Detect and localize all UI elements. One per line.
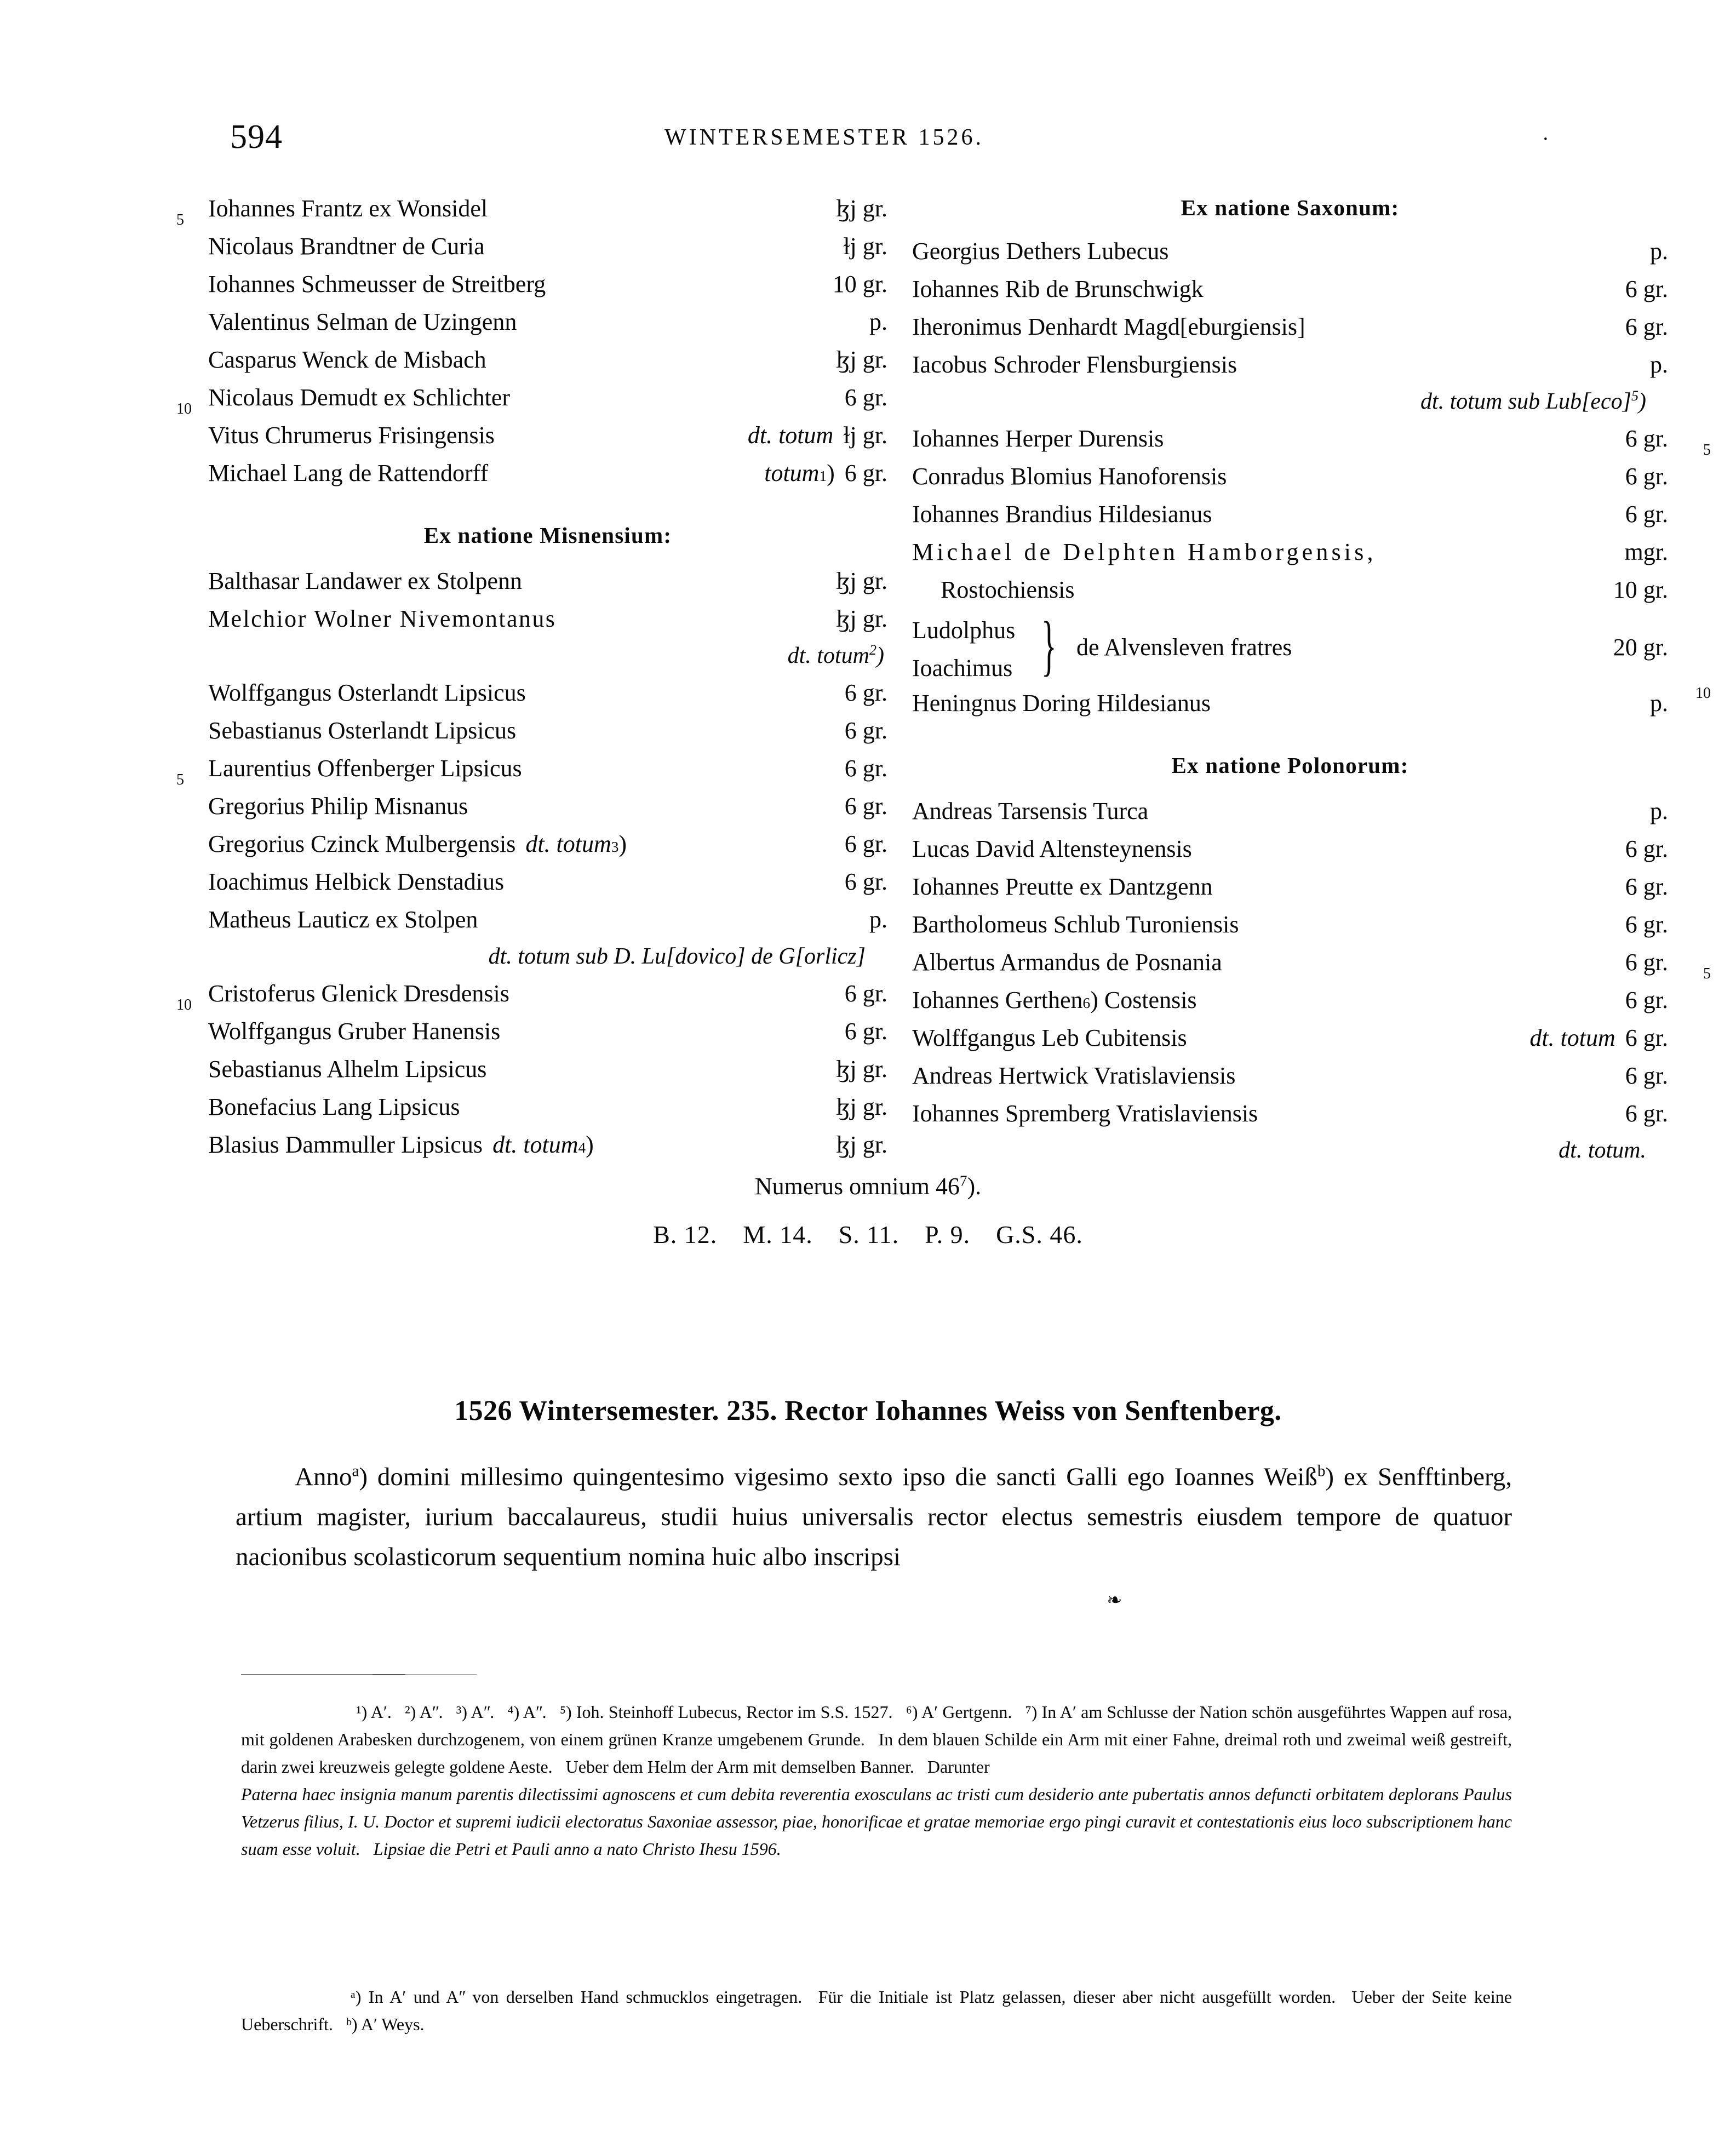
fee-amount: 6 gr. — [1625, 463, 1668, 490]
list-item — [208, 868, 887, 906]
student-name: Balthasar Landawer ex Stolpenn — [208, 568, 523, 594]
note-close-paren: ) — [618, 830, 627, 857]
student-name: Iohannes Rib de Brunschwigk — [912, 276, 1204, 302]
student-name: Gregorius Czinck Mulbergensis — [208, 830, 516, 857]
student-name: Wolffgangus Gruber Hanensis — [208, 1018, 501, 1045]
list-item — [208, 567, 887, 605]
fee-amount: 10 gr. — [1613, 576, 1668, 603]
fee-amount: 6 gr. — [1625, 1062, 1668, 1089]
student-name: Andreas Tarsensis Turca — [912, 798, 1149, 824]
list-item — [208, 1093, 887, 1131]
student-name: Ludolphus — [912, 617, 1016, 644]
fee-amount: 6 gr. — [1625, 987, 1668, 1013]
student-name: Bartholomeus Schlub Turoniensis — [912, 911, 1239, 938]
student-name: Iohannes Herper Durensis — [912, 425, 1164, 452]
list-item — [912, 275, 1668, 313]
paragraph-text — [236, 1457, 1512, 1577]
student-name: Albertus Armandus de Posnania — [912, 949, 1222, 976]
brace-description: de Alvensleven fratres — [1076, 634, 1292, 661]
student-name: Vitus Chrumerus Frisingensis — [208, 422, 495, 449]
line-number: 5 — [176, 771, 184, 788]
student-name: Laurentius Offenberger Lipsicus — [208, 755, 522, 782]
line-number: 10 — [1695, 685, 1711, 702]
student-name: Sebastianus Alhelm Lipsicus — [208, 1056, 487, 1082]
fee-amount: 6 gr. — [1625, 911, 1668, 938]
student-name: Iohannes Frantz ex Wonsidel — [208, 195, 488, 222]
footnote-rule-secondary — [373, 1674, 477, 1675]
list-item — [912, 1024, 1668, 1062]
footnote-numbered: ¹) Aʹ. ²) Aʺ. ³) Aʺ. ⁴) Aʺ. ⁵) Ioh. Steinhoff Lubecus, Rector im S.S. 1527. ⁶) Aʹ Gertgenn. ⁷) In Aʹ am Schlusse der Nation schön ausgeführtes Wappen auf rosa, mit goldenen Arabesken durchzogenem, von einem grünen Kranze umgebenem Grunde. In dem blauen Schilde ein Arm mit einer Fahne, dreimal roth und zweimal weiß gestreift, darin zwei kreuzweis gelegte goldene Aeste. Ueber dem Helm der Arm mit demselben Banner. Darunter — [241, 1702, 1512, 1777]
student-name: Conradus Blomius Hanoforensis — [912, 463, 1227, 490]
student-name: Blasius Dammuller Lipsicus — [208, 1131, 483, 1158]
left-column — [176, 194, 887, 1168]
student-name: Michael Lang de Rattendorff — [208, 460, 489, 486]
student-name: Wolffgangus Leb Cubitensis — [912, 1024, 1187, 1051]
note-close-paren: ) — [876, 643, 884, 668]
fee-amount: 6 gr. — [844, 868, 887, 895]
list-item — [912, 462, 1668, 500]
list-item — [208, 906, 887, 943]
line-number: 5 — [176, 211, 184, 228]
fee-amount: 6 gr. — [844, 717, 887, 744]
fee-amount: ɮj gr. — [836, 195, 887, 222]
list-item — [208, 346, 887, 383]
fee-amount: ɮj gr. — [836, 605, 887, 632]
fee-amount: 6 gr. — [844, 755, 887, 782]
fee-amount: p. — [1650, 351, 1668, 378]
payment-note: dt. totum. — [1559, 1138, 1646, 1163]
student-name: Sebastianus Osterlandt Lipsicus — [208, 717, 517, 744]
footnote-ref: 7 — [959, 1172, 967, 1189]
list-item — [912, 873, 1668, 910]
list-item — [912, 1099, 1668, 1137]
payment-note: dt. totum — [787, 643, 869, 668]
fee-amount: 6 gr. — [1625, 1024, 1668, 1051]
fee-amount: 6 gr. — [1625, 276, 1668, 302]
note-close-paren: ) — [1638, 389, 1646, 414]
student-name-tail: ) Costensis — [1090, 987, 1197, 1013]
payment-note: dt. totum — [1529, 1024, 1615, 1051]
list-item — [912, 797, 1668, 835]
payment-note: dt. totum sub Lub[eco] — [1420, 389, 1631, 414]
student-name: Ioachimus — [912, 655, 1013, 681]
list-item — [208, 717, 887, 754]
list-item — [176, 383, 887, 421]
fee-amount: ɮj gr. — [836, 346, 887, 373]
student-name: Nicolaus Brandtner de Curia — [208, 233, 485, 260]
fee-amount: ɮj gr. — [836, 1131, 887, 1158]
payment-note: dt. totum sub D. Lu[dovico] de G[orlicz] — [488, 944, 866, 969]
footnote-ref: 5 — [1631, 388, 1638, 404]
payment-note: dt. totum — [525, 830, 611, 857]
student-name: Iohannes Gerthen — [912, 987, 1083, 1013]
fee-amount: p. — [1650, 238, 1668, 265]
section-heading-saxonum: Ex natione Saxonum: — [1181, 195, 1400, 220]
fee-amount: ɫj gr. — [843, 422, 887, 449]
student-name: Iheronimus Denhardt Magd[eburgiensis] — [912, 313, 1305, 340]
line-number: 5 — [1703, 442, 1711, 459]
fee-amount: 6 gr. — [1625, 1100, 1668, 1127]
student-name: Iohannes Brandius Hildesianus — [912, 501, 1212, 528]
list-item — [208, 679, 887, 717]
section-heading-polonorum: Ex natione Polonorum: — [1171, 753, 1409, 778]
student-name: Iohannes Schmeusser de Streitberg — [208, 271, 546, 297]
list-item — [176, 979, 887, 1017]
fee-amount: 6 gr. — [1625, 501, 1668, 528]
student-name: Bonefacius Lang Lipsicus — [208, 1093, 460, 1120]
paragraph-mark-icon: ❧ — [1107, 1590, 1122, 1611]
student-name: Wolffgangus Osterlandt Lipsicus — [208, 679, 526, 706]
list-item — [912, 910, 1668, 948]
body-opening-rest: ) domini millesimo quingentesimo vigesimo sexto ipso die sancti Galli ego — [359, 1463, 1174, 1491]
fee-amount: 6 gr. — [1625, 425, 1668, 452]
list-item — [208, 1017, 887, 1055]
footnote-lettered: ᵃ) In Aʹ und Aʺ von derselben Hand schmucklos eingetragen. Für die Initiale ist Platz gelassen, dieser aber nicht ausgefüllt worden. Ueber der Seite keine Ueberschrift. ᵇ) Aʹ Weys. — [241, 1987, 1512, 2034]
folio-number: 594 — [230, 118, 283, 156]
line-number: 5 — [1703, 965, 1711, 982]
list-item — [912, 313, 1668, 351]
curly-brace-icon: } — [1041, 608, 1057, 683]
list-item — [208, 1055, 887, 1093]
rectorate-heading: 1526 Wintersemester. 235. Rector Iohannes Weiss von Senftenberg. — [454, 1395, 1282, 1427]
nation-breakdown: B. 12. M. 14. S. 11. P. 9. G.S. 46. — [653, 1221, 1083, 1248]
right-column — [912, 194, 1711, 1173]
fee-amount: ɮj gr. — [836, 568, 887, 594]
fee-amount: p. — [869, 308, 887, 335]
student-name: Ioachimus Helbick Denstadius — [208, 868, 505, 895]
fee-amount: 6 gr. — [844, 679, 887, 706]
list-item: Gregorius Czinck Mulbergensis dt. totum 3 ) 6 gr. — [208, 830, 887, 857]
fee-amount: ɮj gr. — [836, 1056, 887, 1082]
payment-note-line — [208, 643, 887, 679]
fee-amount: p. — [1650, 690, 1668, 717]
fee-amount: p. — [1650, 798, 1668, 824]
fee-amount: ɮj gr. — [836, 1093, 887, 1120]
fee-amount: 20 gr. — [1613, 634, 1668, 661]
student-name: Lucas David Altensteynensis — [912, 835, 1192, 862]
note-close-paren: ) — [586, 1131, 594, 1158]
list-item — [912, 237, 1668, 275]
payment-note-line — [912, 1137, 1668, 1173]
list-item — [208, 792, 887, 830]
student-name: Matheus Lauticz ex Stolpen — [208, 906, 478, 933]
list-item — [208, 270, 887, 308]
body-paragraph — [236, 1457, 1512, 1611]
list-item — [912, 500, 1668, 538]
running-title: WINTERSEMESTER 1526. — [664, 125, 984, 150]
list-item — [912, 948, 1711, 986]
fee-amount: 6 gr. — [844, 384, 887, 411]
list-item — [912, 689, 1668, 727]
fee-amount: 6 gr. — [1625, 949, 1668, 976]
fee-amount: 6 gr. — [844, 1018, 887, 1045]
numerus-label: Numerus omnium 46 — [754, 1173, 960, 1200]
numerus-omnium — [0, 1172, 1736, 1200]
footnote-latin-inscription: Paterna haec insignia manum parentis dilectissimi agnoscens et cum debita reverentia exosculans ac tristi cum desiderio ante pubertatis annos defuncti orbitatem deplorans Paulus Vetzerus filius, I. U. Doctor et supremi iudicii electoratus Saxoniae assessor, piae, honorificae et gratae memoriae ergo pingi curavit et contestationis eius loco subscriptionem hanc suam esse voluit. Lipsiae die Petri et Pauli anno a nato Christo Ihesu 1596. — [241, 1784, 1512, 1859]
student-name: Nicolaus Demudt ex Schlichter — [208, 384, 511, 411]
list-item — [912, 538, 1668, 576]
list-item: Michael Lang de Rattendorff totum 1 ) 6 gr. — [208, 460, 887, 486]
brace-names — [912, 611, 1015, 687]
fee-amount: 6 gr. — [844, 830, 887, 857]
fee-amount: 6 gr. — [1625, 873, 1668, 900]
payment-note-line — [912, 388, 1668, 425]
fee-amount: 6 gr. — [1625, 835, 1668, 862]
payment-note-line — [208, 943, 887, 979]
student-name: Heningnus Doring Hildesianus — [912, 690, 1211, 717]
totals-block — [0, 1172, 1736, 1249]
rector-name: Ioannes Weiß — [1174, 1463, 1317, 1491]
list-item — [176, 194, 887, 232]
list-item-continuation — [912, 576, 1668, 614]
note-close-paren: ) — [827, 460, 835, 486]
student-name: Iacobus Schroder Flensburgiensis — [912, 351, 1237, 378]
student-name: Michael de Delphten Hamborgensis, — [912, 538, 1377, 565]
footnotes-numbered-block — [241, 1698, 1512, 1863]
degree-abbrev: mgr. — [1624, 538, 1668, 565]
student-name: Casparus Wenck de Misbach — [208, 346, 486, 373]
list-item: Blasius Dammuller Lipsicus dt. totum 4 ) ɮj gr. — [208, 1131, 887, 1158]
fee-amount: 6 gr. — [1625, 313, 1668, 340]
body-remainder: ) ex Senfftinberg, artium magister, iurium baccalaureus, studii huius universalis rector electus semestris eiusdem tempore de quatuor nacionibus scolasticorum sequentium nomina huic albo inscripsi — [236, 1463, 1512, 1571]
line-number: 10 — [176, 996, 192, 1013]
fee-amount: ɫj gr. — [843, 233, 887, 260]
list-item — [912, 1062, 1668, 1099]
list-item — [208, 421, 887, 459]
brace-group-alvensleven — [912, 608, 1711, 702]
line-number: 10 — [176, 400, 192, 417]
running-head — [0, 118, 1736, 156]
student-name: Valentinus Selman de Uzingenn — [208, 308, 517, 335]
student-origin: Rostochiensis — [941, 576, 1075, 603]
student-name: Andreas Hertwick Vratislaviensis — [912, 1062, 1236, 1089]
list-item — [208, 308, 887, 346]
list-item — [208, 605, 887, 643]
margin-tick-mark: · — [1542, 128, 1549, 151]
list-item — [208, 232, 887, 270]
student-name: Gregorius Philip Misnanus — [208, 793, 468, 820]
fee-amount: 6 gr. — [844, 980, 887, 1007]
section-heading-misnensium: Ex natione Misnensium: — [423, 523, 672, 548]
footnote-ref: b — [1317, 1462, 1326, 1480]
fee-amount: 10 gr. — [832, 271, 887, 297]
list-item — [912, 835, 1668, 873]
numerus-close: ). — [967, 1173, 982, 1200]
payment-note: dt. totum — [492, 1131, 578, 1158]
footnotes-lettered-block — [241, 1983, 1512, 2038]
student-name: Iohannes Preutte ex Dantzgenn — [912, 873, 1213, 900]
footnote-ref: 2 — [869, 642, 876, 658]
list-item — [912, 425, 1711, 462]
list-item — [176, 754, 887, 792]
body-opening: Anno — [295, 1463, 352, 1491]
fee-amount: 6 gr. — [844, 460, 887, 486]
fee-amount: 6 gr. — [844, 793, 887, 820]
payment-note: dt. totum — [747, 422, 834, 449]
student-name: Melchior Wolner Nivemontanus — [208, 605, 557, 632]
list-item — [912, 351, 1668, 388]
student-name: Georgius Dethers Lubecus — [912, 238, 1169, 265]
footnote-ref: a — [352, 1462, 359, 1480]
list-item: Iohannes Gerthen 6 ) Costensis 6 gr. — [912, 987, 1668, 1013]
student-name: Cristoferus Glenick Dresdensis — [208, 980, 509, 1007]
student-name: Iohannes Spremberg Vratislaviensis — [912, 1100, 1258, 1127]
fee-amount: p. — [869, 906, 887, 933]
payment-note: totum — [764, 460, 820, 486]
